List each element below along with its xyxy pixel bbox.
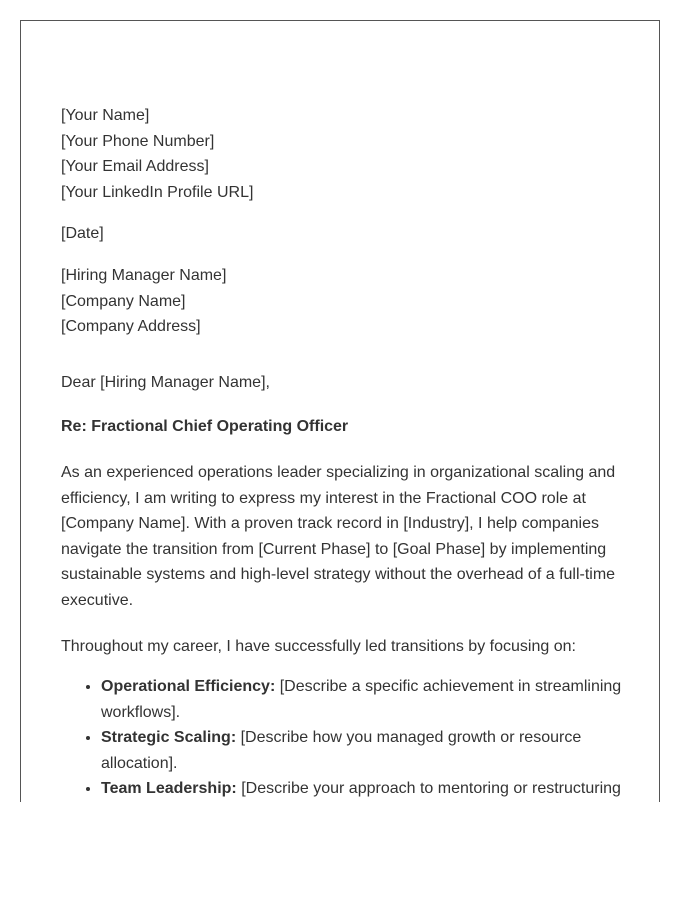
recipient-address: [Company Address] (61, 318, 201, 336)
list-item (101, 674, 631, 725)
letter-page (20, 20, 660, 802)
list-item-text: [Describe how you managed growth or resource allocation]. (101, 729, 582, 772)
list-item-text: [Describe your approach to mentoring or restructuring (236, 780, 621, 798)
recipient-block (61, 263, 631, 340)
list-item-label: Operational Efficiency: (101, 678, 276, 696)
sender-name: [Your Name] (61, 107, 150, 124)
achievements-list (61, 674, 631, 802)
body-paragraph-1: As an experienced operations leader specializing in organizational scaling and efficiency, I am writing to express my interest in the Fractional COO role at [Company Name]. With a proven track record in [Industry], I help companies navigate the transition from [Current Phase] to [Goal Phase] by implementing sustainable systems and high-level strategy without the overhead of a full-time executive. (61, 463, 616, 609)
sender-block (61, 103, 631, 205)
letter-content (61, 103, 631, 802)
recipient-manager: [Hiring Manager Name] (61, 266, 227, 284)
bullets-intro: Throughout my career, I have successfully led transitions by focusing on: (61, 637, 576, 655)
sender-linkedin: [Your LinkedIn Profile URL] (61, 183, 254, 201)
sender-email: [Your Email Address] (61, 158, 209, 176)
recipient-company: [Company Name] (61, 292, 186, 310)
date-block (61, 221, 631, 247)
salutation: Dear [Hiring Manager Name], (61, 373, 270, 391)
sender-phone: [Your Phone Number] (61, 132, 215, 150)
list-item-label: Strategic Scaling: (101, 729, 237, 747)
subject-line: Re: Fractional Chief Operating Officer (61, 418, 349, 436)
list-item-label: Team Leadership: (101, 780, 237, 798)
list-item (101, 776, 631, 802)
list-item (101, 725, 631, 776)
list-item-text: [Describe a specific achievement in streamlining workflows]. (101, 678, 622, 721)
letter-date: [Date] (61, 225, 104, 243)
